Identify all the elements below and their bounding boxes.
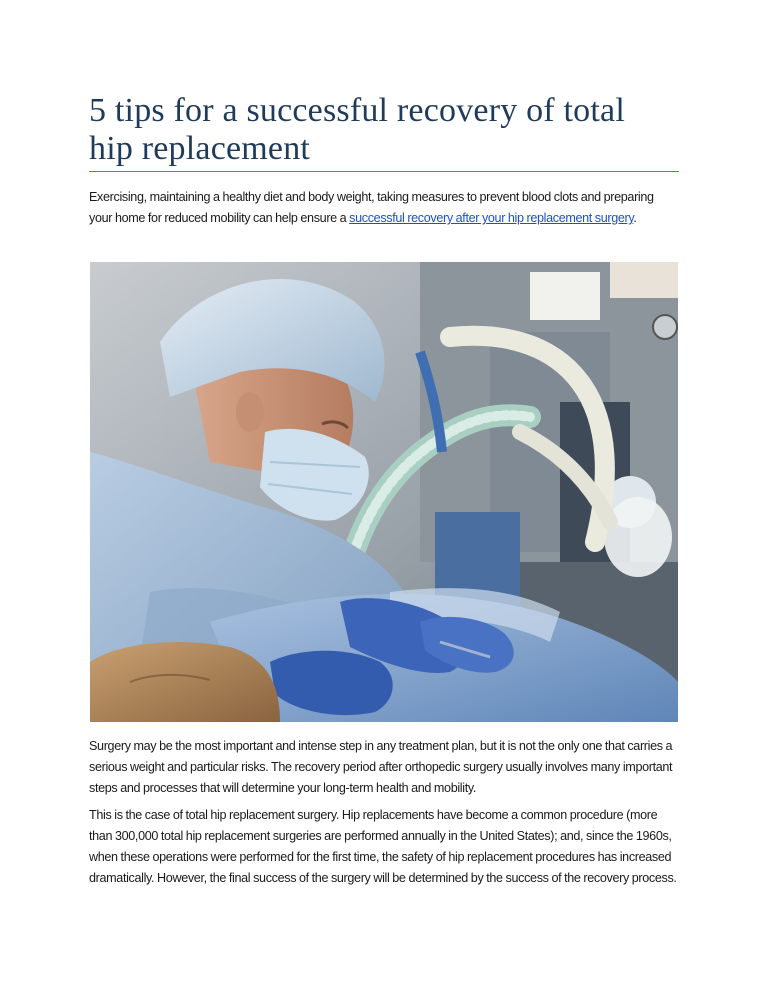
article-title-line-2: hip replacement	[89, 130, 311, 167]
paragraph-2: This is the case of total hip replacement surgery. Hip replacements have become a common procedure (more than 300,000 total hip replacement surgeries are performed annually in the United States); and, since the 1960s, when these operations were performed for the first time, the safety of hip replacement procedures has increased dramatically. However, the final success of the surgery will be determined by the success of the recovery process.	[89, 808, 677, 885]
article-title	[89, 92, 679, 168]
intro-text: Exercising, maintaining a healthy diet and body weight, taking measures to prevent blood clots and preparing your home for reduced mobility can help ensure a	[89, 190, 654, 225]
paragraph-1: Surgery may be the most important and intense step in any treatment plan, but it is not the only one that carries a serious weight and particular risks. The recovery period after orthopedic surgery usually involves many important steps and processes that will determine your long-term health and mobility.	[89, 739, 673, 795]
article-title-line-1: 5 tips for a successful recovery of total	[89, 92, 625, 129]
surgery-photo	[90, 262, 678, 722]
title-underline-rule	[89, 171, 679, 172]
intro-end: .	[633, 211, 637, 225]
intro-paragraph	[89, 187, 679, 229]
recovery-article-link[interactable]: successful recovery after your hip replacement surgery	[349, 211, 634, 225]
